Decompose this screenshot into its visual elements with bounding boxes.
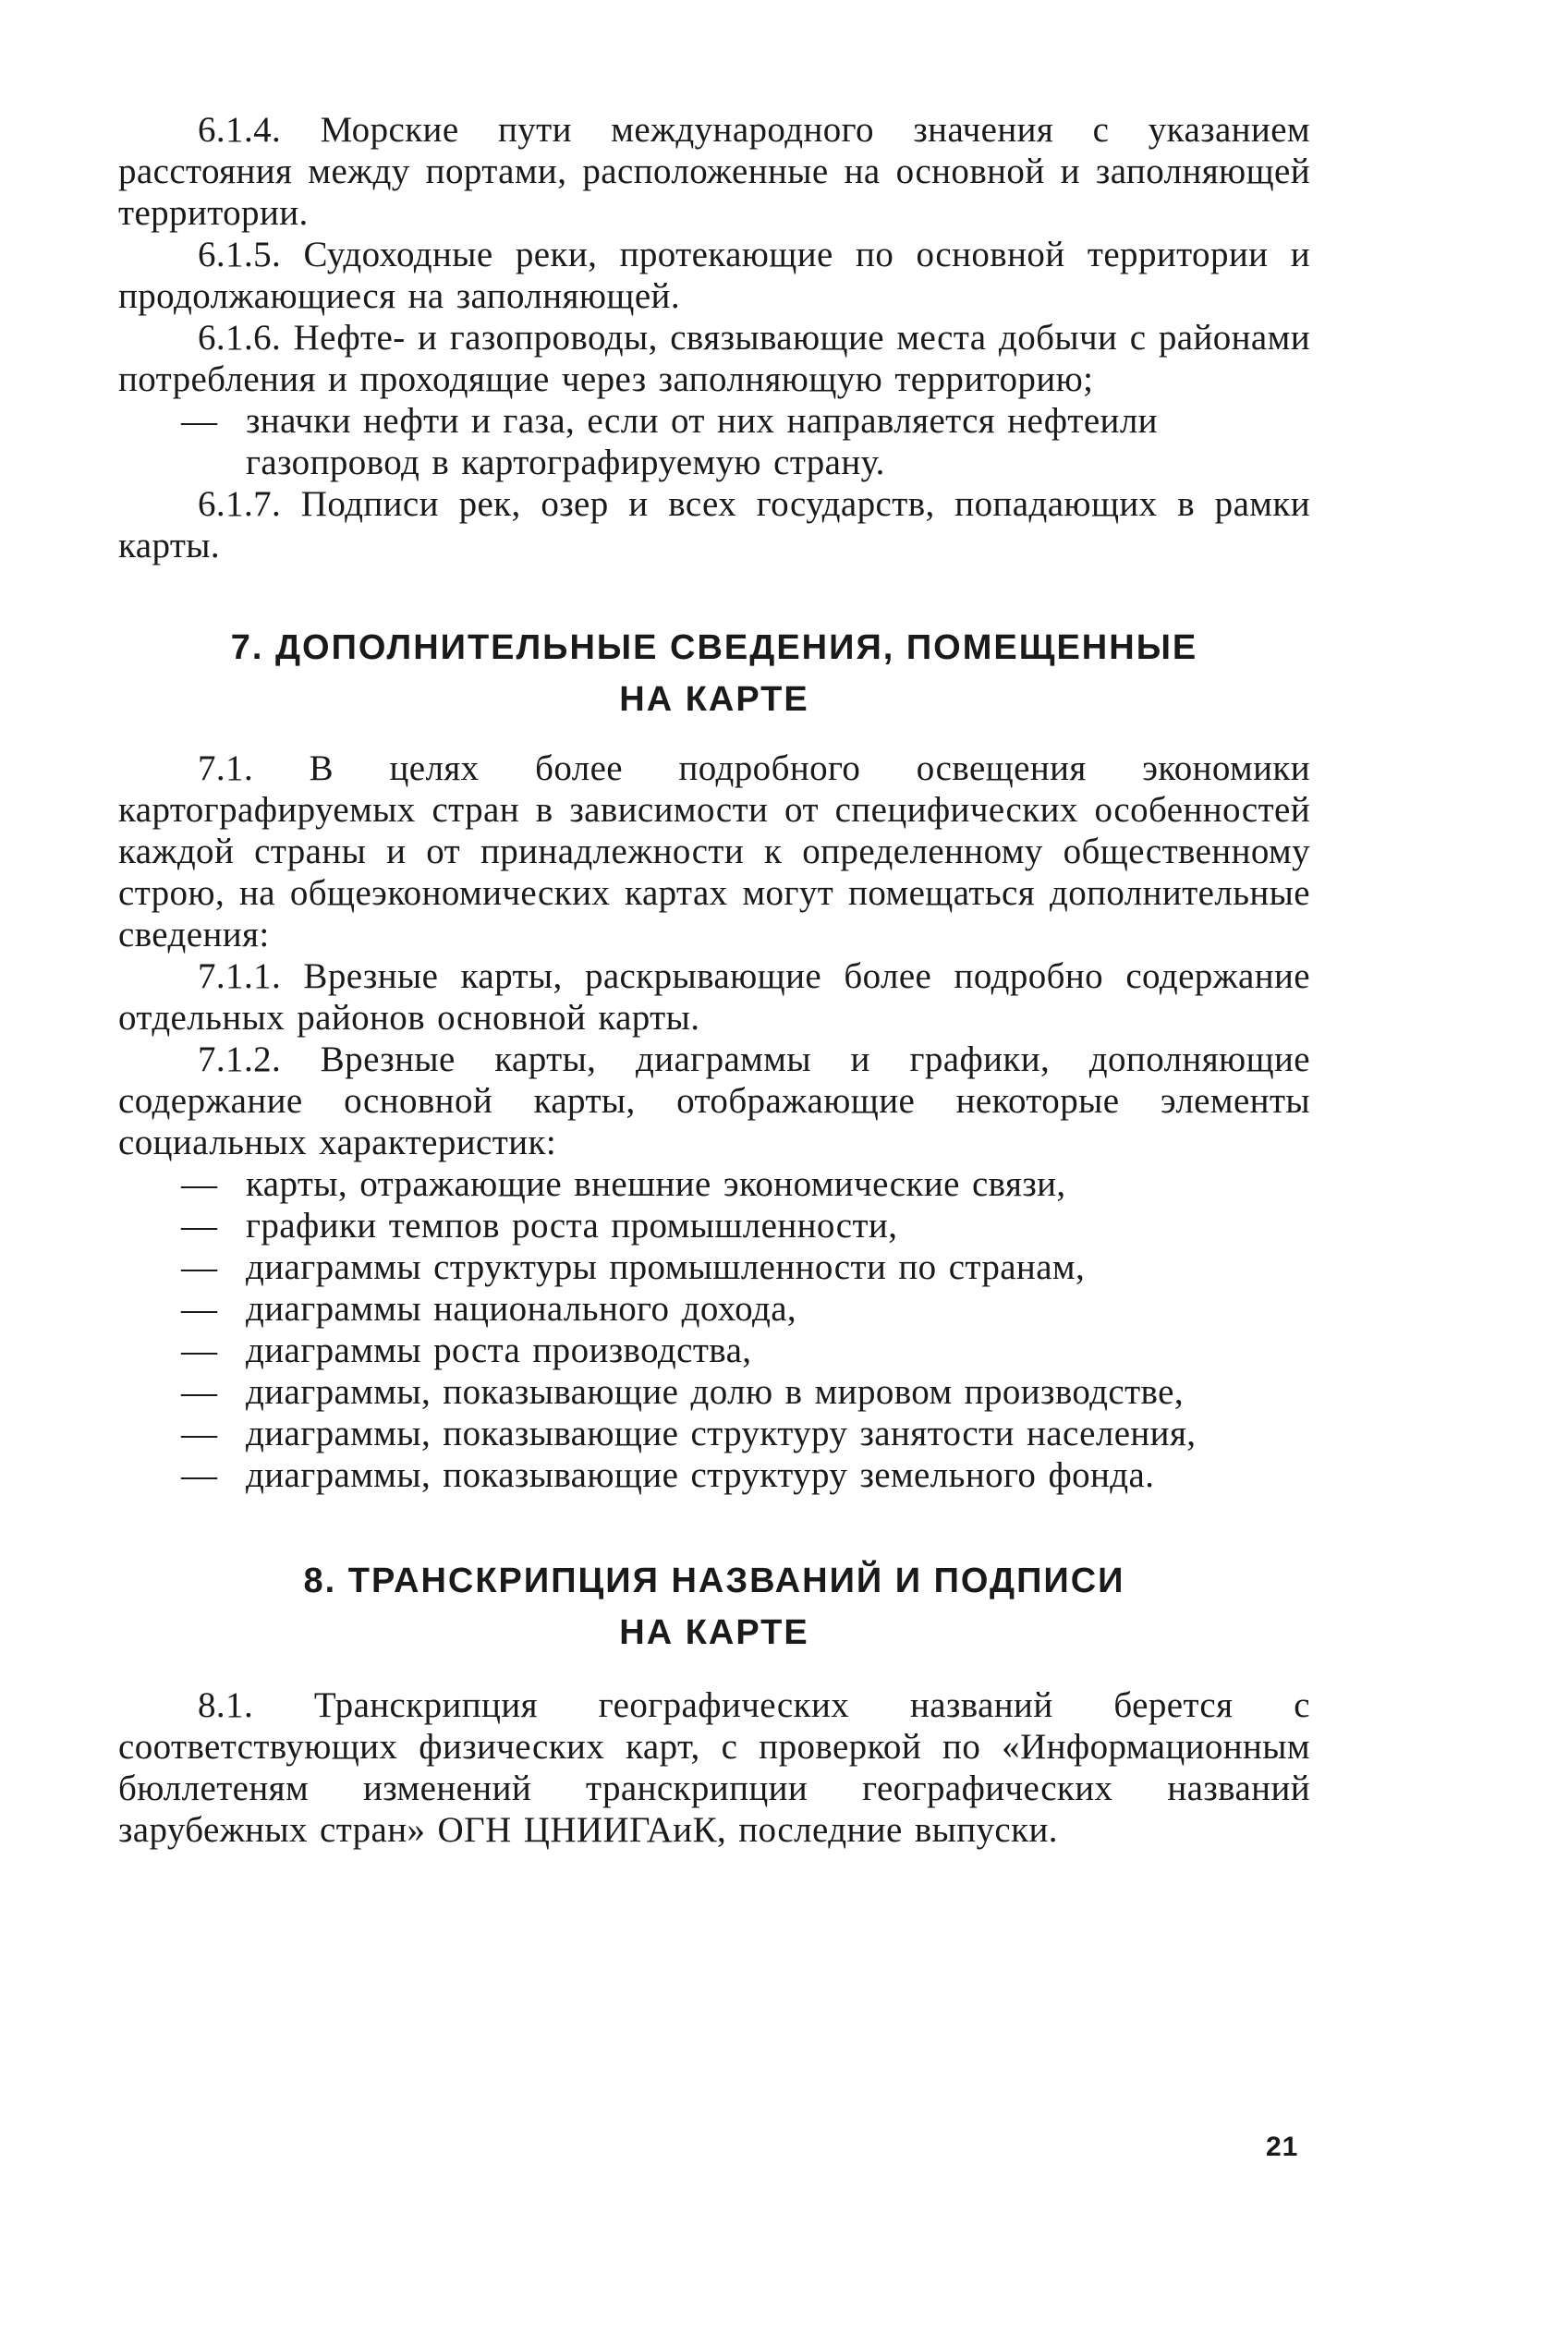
- section-8-heading-line-1: 8. ТРАНСКРИПЦИЯ НАЗВАНИЙ И ПОДПИСИ: [303, 1562, 1125, 1600]
- list-item-text: графики темпов роста промышленности,: [246, 1206, 898, 1246]
- section-8-heading-line-2: НА КАРТЕ: [619, 1613, 809, 1652]
- list-item-text: диаграммы, показывающие долю в мировом производстве,: [246, 1372, 1184, 1412]
- document-page: [118, 109, 1310, 1851]
- section-7-heading-line-2: НА КАРТЕ: [619, 680, 809, 719]
- dash-marker: —: [181, 1372, 218, 1412]
- paragraph-6-1-4: 6.1.4. Морские пути международного значения с указанием расстояния между портами, расположенные на основной и заполняющей территории.: [118, 110, 1310, 233]
- dash-list: [118, 1163, 1310, 1496]
- list-item: [118, 1246, 1310, 1288]
- list-item-text: диаграммы, показывающие структуру земельного фонда.: [246, 1455, 1155, 1495]
- dash-marker: —: [181, 1455, 218, 1495]
- list-item-text: карты, отражающие внешние экономические связи,: [246, 1164, 1066, 1204]
- paragraph-6-1-6: 6.1.6. Нефте- и газопроводы, связывающие места добычи с районами потребления и проходящие через заполняющую территорию;: [118, 318, 1310, 399]
- dash-marker: —: [181, 1331, 218, 1370]
- paragraph-7-1-1: 7.1.1. Врезные карты, раскрывающие более подробно содержание отдельных районов основной карты.: [118, 956, 1310, 1038]
- list-item: [118, 1205, 1310, 1246]
- section-8-heading: [118, 1555, 1310, 1659]
- dash-marker: —: [181, 401, 218, 441]
- paragraph-6-1-7: 6.1.7. Подписи рек, озер и всех государств, попадающих в рамки карты.: [118, 484, 1310, 565]
- section-7-heading: [118, 622, 1310, 725]
- list-item-text: диаграммы, показывающие структуру занятости населения,: [246, 1414, 1197, 1453]
- paragraph-7-1-2: 7.1.2. Врезные карты, диаграммы и графики, дополняющие содержание основной карты, отображающие некоторые элементы социальных характеристик:: [118, 1039, 1310, 1162]
- dash-item-text: значки нефти и газа, если от них направляется нефтеили газопровод в картографируемую страну.: [246, 401, 1158, 482]
- list-item-text: диаграммы структуры промышленности по странам,: [246, 1247, 1086, 1287]
- paragraph-6-1-5: 6.1.5. Судоходные реки, протекающие по основной территории и продолжающиеся на заполняющей.: [118, 235, 1310, 316]
- dash-marker: —: [181, 1206, 218, 1246]
- list-item-text: диаграммы роста производства,: [246, 1331, 752, 1370]
- section-7-heading-line-1: 7. ДОПОЛНИТЕЛЬНЫЕ СВЕДЕНИЯ, ПОМЕЩЕННЫЕ: [230, 628, 1198, 667]
- dash-marker: —: [181, 1164, 218, 1204]
- paragraph-8-1: 8.1. Транскрипция географических названий берется с соответствующих физических карт, с проверкой по «Информационным бюллетеням изменений транскрипции географических названий зарубежных стран» ОГН ЦНИИГАиК, последние выпуски.: [118, 1685, 1310, 1850]
- dash-marker: —: [181, 1414, 218, 1453]
- list-item: [118, 1371, 1310, 1413]
- list-item: [118, 1288, 1310, 1330]
- paragraph-7-1: 7.1. В целях более подробного освещения экономики картографируемых стран в зависимости от специфических особенностей каждой страны и от принадлежности к определенному общественному строю, на общеэкономических картах могут помещаться дополнительные сведения:: [118, 748, 1310, 954]
- list-item: [118, 1413, 1310, 1454]
- list-item-text: диаграммы национального дохода,: [246, 1289, 797, 1329]
- list-item: [118, 1454, 1310, 1496]
- page-number: 21: [1266, 2132, 1299, 2162]
- paragraph-6-1-6-dash-item: [118, 400, 1310, 483]
- list-item: [118, 1330, 1310, 1371]
- list-item: [118, 1163, 1310, 1205]
- dash-marker: —: [181, 1289, 218, 1329]
- dash-marker: —: [181, 1247, 218, 1287]
